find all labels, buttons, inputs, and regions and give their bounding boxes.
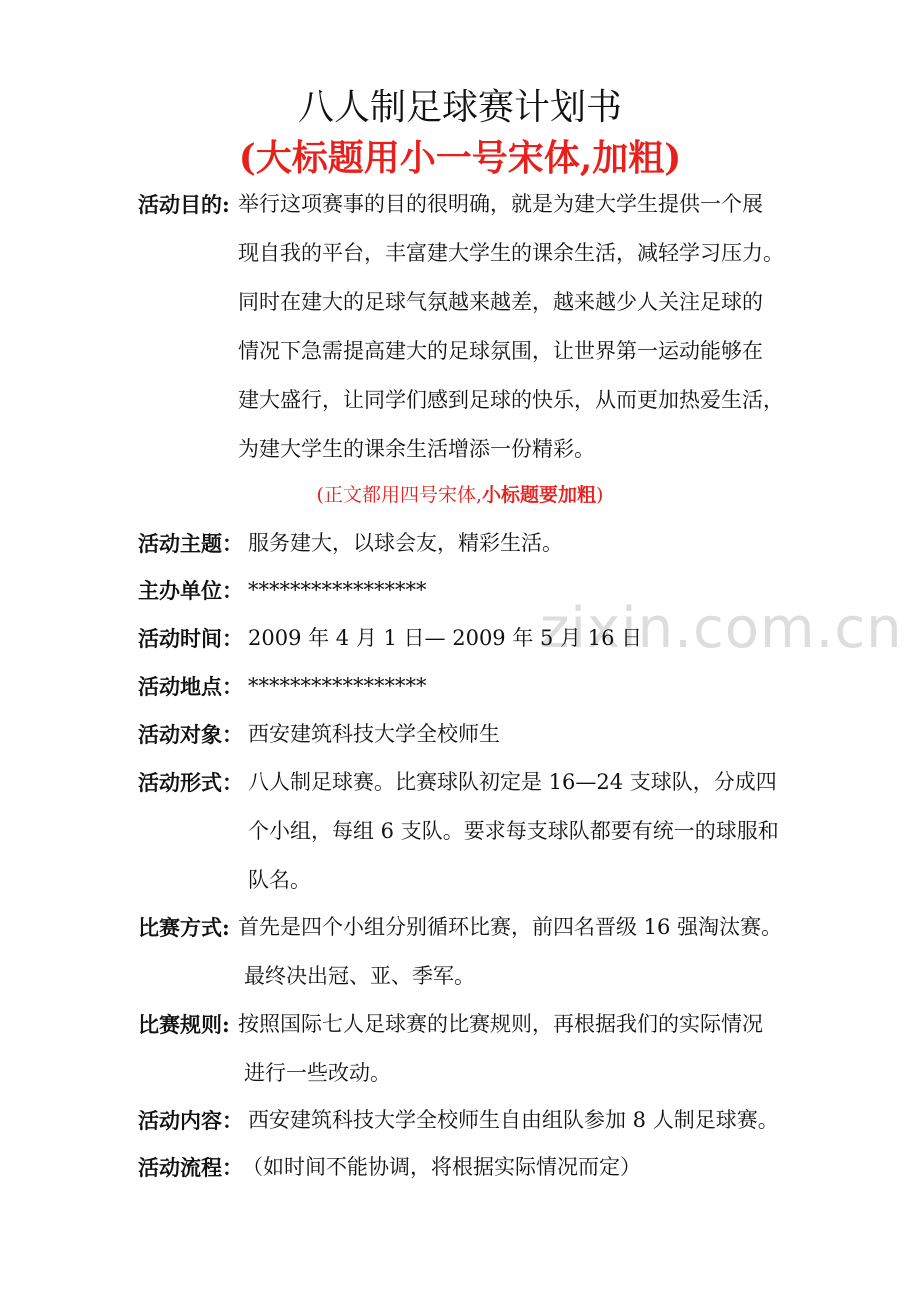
section-format: [138, 758, 788, 908]
theme-text: 服务建大，以球会友，精彩生活。: [248, 531, 563, 555]
format-line: 队名。: [248, 868, 311, 892]
audience-label: 活动对象：: [138, 722, 243, 747]
purpose-line: 举行这项赛事的目的很明确，就是为建大学生提供一个展: [238, 192, 763, 216]
rules-text: [238, 1000, 790, 1098]
note-plain: (正文都用四号宋体,: [316, 484, 482, 506]
purpose-label: 活动目的:: [138, 192, 230, 217]
format-line: 八人制足球赛。比赛球队初定是 16—24 支球队，分成四: [248, 770, 777, 794]
time-text: 2009 年 4 月 1 日— 2009 年 5 月 16 日: [248, 626, 643, 650]
section-rules: [138, 1000, 788, 1100]
section-purpose: [138, 180, 788, 480]
purpose-line: 情况下急需提高建大的足球氛围，让世界第一运动能够在: [238, 339, 763, 363]
method-line: 最终决出冠、亚、季军。: [244, 964, 475, 988]
title-format-note: (大标题用小一号宋体,加粗): [238, 137, 682, 179]
method-text: [238, 903, 790, 1001]
format-text: [248, 758, 790, 905]
flow-label: 活动流程：: [138, 1155, 243, 1180]
purpose-line: 现自我的平台，丰富建大学生的课余生活，减轻学习压力。: [238, 241, 784, 265]
organizer-text: *****************: [248, 578, 427, 602]
place-label: 活动地点：: [138, 674, 243, 699]
format-label: 活动形式：: [138, 770, 243, 795]
place-text: *****************: [248, 674, 427, 698]
audience-text: 西安建筑科技大学全校师生: [248, 722, 500, 746]
note-end: ): [596, 484, 604, 506]
document-title: 八人制足球赛计划书: [297, 87, 622, 128]
flow-text: （如时间不能协调，将根据实际情况而定）: [242, 1155, 641, 1179]
watermark: zixin.com.cn: [540, 596, 903, 661]
content-label: 活动内容：: [138, 1108, 243, 1133]
format-line: 个小组，每组 6 支队。要求每支球队都要有统一的球服和: [248, 819, 779, 843]
time-label: 活动时间：: [138, 626, 243, 651]
method-line: 首先是四个小组分别循环比赛，前四名晋级 16 强淘汰赛。: [238, 915, 783, 939]
rules-label: 比赛规则:: [138, 1012, 230, 1037]
purpose-line: 为建大学生的课余生活增添一份精彩。: [238, 437, 595, 461]
purpose-text: [238, 180, 790, 474]
method-label: 比赛方式:: [138, 915, 230, 940]
theme-label: 活动主题：: [138, 531, 243, 556]
organizer-label: 主办单位：: [138, 578, 243, 603]
section-method: [138, 903, 788, 1003]
rules-line: 按照国际七人足球赛的比赛规则，再根据我们的实际情况: [238, 1012, 763, 1036]
purpose-line: 同时在建大的足球气氛越来越差，越来越少人关注足球的: [238, 290, 763, 314]
content-text: 西安建筑科技大学全校师生自由组队参加 8 人制足球赛。: [248, 1108, 779, 1132]
note-bold: 小标题要加粗: [482, 484, 597, 506]
rules-line: 进行一些改动。: [244, 1061, 391, 1085]
body-format-note: [0, 478, 920, 512]
purpose-line: 建大盛行，让同学们感到足球的快乐，从而更加热爱生活，: [238, 388, 784, 412]
